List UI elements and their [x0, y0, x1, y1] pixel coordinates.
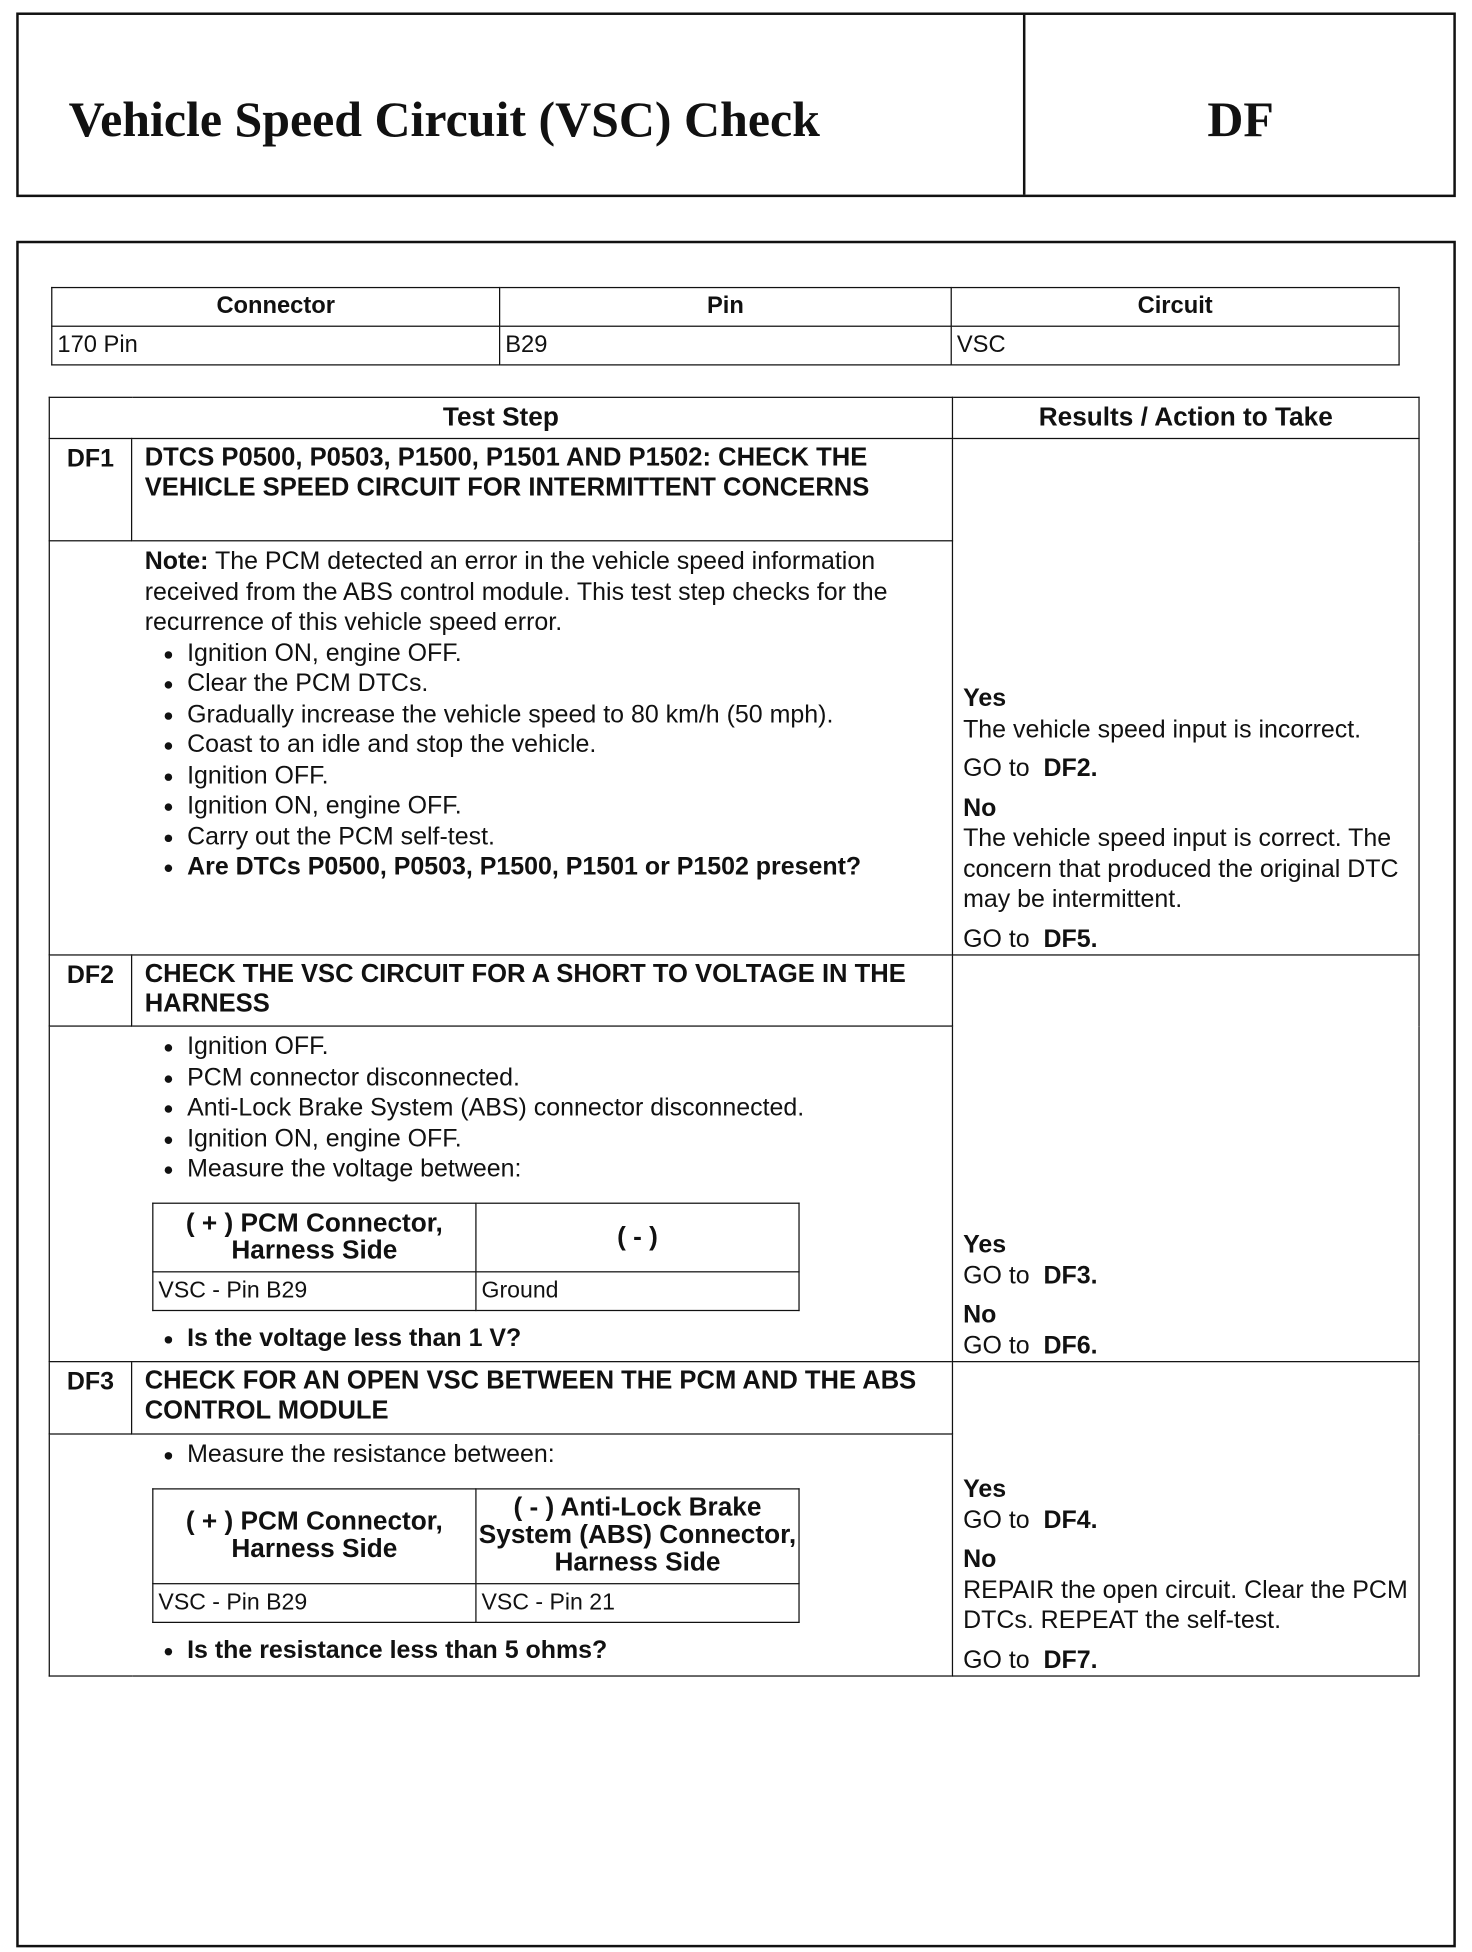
go-to: GO to	[963, 1331, 1030, 1360]
bullet: • Gradually increase the vehicle speed to 80 km/h (50 mph).	[187, 699, 939, 730]
measurement-table	[152, 1202, 799, 1311]
col-positive: ( + ) PCM Connector, Harness Side	[153, 1203, 476, 1272]
bullet: • Anti-Lock Brake System (ABS) connector disconnected.	[187, 1093, 939, 1124]
goto-link[interactable]: DF3.	[1043, 1261, 1098, 1290]
question: • Is the voltage less than 1 V?	[187, 1323, 939, 1354]
goto-link[interactable]: DF2.	[1043, 754, 1098, 783]
connector-table	[51, 287, 1400, 366]
positive-value: VSC - Pin B29	[153, 1271, 476, 1310]
yes-label: Yes	[963, 1231, 1007, 1259]
bullet: • Coast to an idle and stop the vehicle.	[187, 730, 939, 761]
go-to: GO to	[963, 1506, 1030, 1534]
yes-text: The vehicle speed input is incorrect.	[963, 715, 1362, 743]
go-to: GO to	[963, 754, 1030, 783]
no-label: No	[963, 1545, 997, 1574]
col-circuit: Circuit	[951, 288, 1399, 327]
col-connector: Connector	[52, 288, 500, 327]
col-pin: Pin	[500, 288, 952, 327]
page-title: Vehicle Speed Circuit (VSC) Check	[68, 91, 820, 148]
col-positive: ( + ) PCM Connector, Harness Side	[153, 1488, 476, 1583]
step-results	[952, 955, 1419, 1362]
step-body	[49, 1026, 952, 1362]
col-negative: ( - )	[476, 1203, 799, 1272]
col-test-step: Test Step	[49, 397, 952, 438]
step-results	[952, 1362, 1419, 1676]
negative-value: VSC - Pin 21	[476, 1583, 799, 1622]
col-negative: ( - ) Anti-Lock Brake System (ABS) Connector, Harness Side	[476, 1488, 799, 1583]
yes-label: Yes	[963, 1475, 1007, 1504]
note-text: The PCM detected an error in the vehicle speed information received from the ABS control module. This test step checks for the recurrence of this vehicle speed error.	[144, 547, 888, 637]
step-body	[49, 1434, 952, 1676]
bullet: • Carry out the PCM self-test.	[187, 821, 939, 852]
positive-value: VSC - Pin B29	[153, 1583, 476, 1622]
bullet: • PCM connector disconnected.	[187, 1062, 939, 1093]
circuit-value: VSC	[951, 326, 1399, 365]
step-title: DTCS P0500, P0503, P1500, P1501 AND P1502: CHECK THE VEHICLE SPEED CIRCUIT FOR INTERMITTENT CONCERNS	[132, 438, 953, 540]
no-label: No	[963, 794, 997, 822]
no-label: No	[963, 1301, 997, 1329]
step-results	[952, 438, 1419, 954]
negative-value: Ground	[476, 1271, 799, 1310]
test-step-table	[49, 397, 1420, 1677]
goto-link[interactable]: DF6.	[1043, 1331, 1098, 1360]
bullet: • Ignition ON, engine OFF.	[187, 1123, 939, 1154]
step-code: DF1	[49, 438, 131, 540]
bullet: • Ignition OFF.	[187, 760, 939, 791]
goto-link[interactable]: DF7.	[1043, 1646, 1098, 1674]
bullet: • Clear the PCM DTCs.	[187, 669, 939, 700]
goto-link[interactable]: DF5.	[1043, 925, 1098, 953]
step-title: CHECK FOR AN OPEN VSC BETWEEN THE PCM AND THE ABS CONTROL MODULE	[132, 1362, 953, 1434]
go-to: GO to	[963, 1261, 1030, 1290]
connector-value: 170 Pin	[52, 326, 500, 365]
note-label: Note:	[144, 547, 209, 576]
go-to: GO to	[963, 925, 1030, 953]
step-code: DF2	[49, 955, 131, 1026]
col-results: Results / Action to Take	[952, 397, 1419, 438]
measurement-table	[152, 1488, 799, 1623]
go-to: GO to	[963, 1646, 1030, 1674]
pin-value: B29	[500, 326, 952, 365]
step-code: DF3	[49, 1362, 131, 1434]
bullet: • Ignition ON, engine OFF.	[187, 638, 939, 669]
goto-link[interactable]: DF4.	[1043, 1506, 1098, 1534]
bullet: • Measure the resistance between:	[187, 1440, 939, 1471]
step-title: CHECK THE VSC CIRCUIT FOR A SHORT TO VOLTAGE IN THE HARNESS	[132, 955, 953, 1026]
question: • Is the resistance less than 5 ohms?	[187, 1635, 939, 1666]
bullet: • Measure the voltage between:	[187, 1154, 939, 1185]
step-body	[49, 541, 952, 955]
bullet: • Ignition OFF.	[187, 1032, 939, 1063]
yes-label: Yes	[963, 684, 1007, 713]
section-code: DF	[1207, 91, 1274, 148]
no-text: REPAIR the open circuit. Clear the PCM DTCs. REPEAT the self-test.	[963, 1576, 1408, 1635]
title-box	[16, 12, 1456, 197]
bullet: • Ignition ON, engine OFF.	[187, 791, 939, 822]
question: • Are DTCs P0500, P0503, P1500, P1501 or P1502 present?	[187, 852, 939, 883]
no-text: The vehicle speed input is correct. The concern that produced the original DTC may be intermittent.	[963, 824, 1399, 914]
